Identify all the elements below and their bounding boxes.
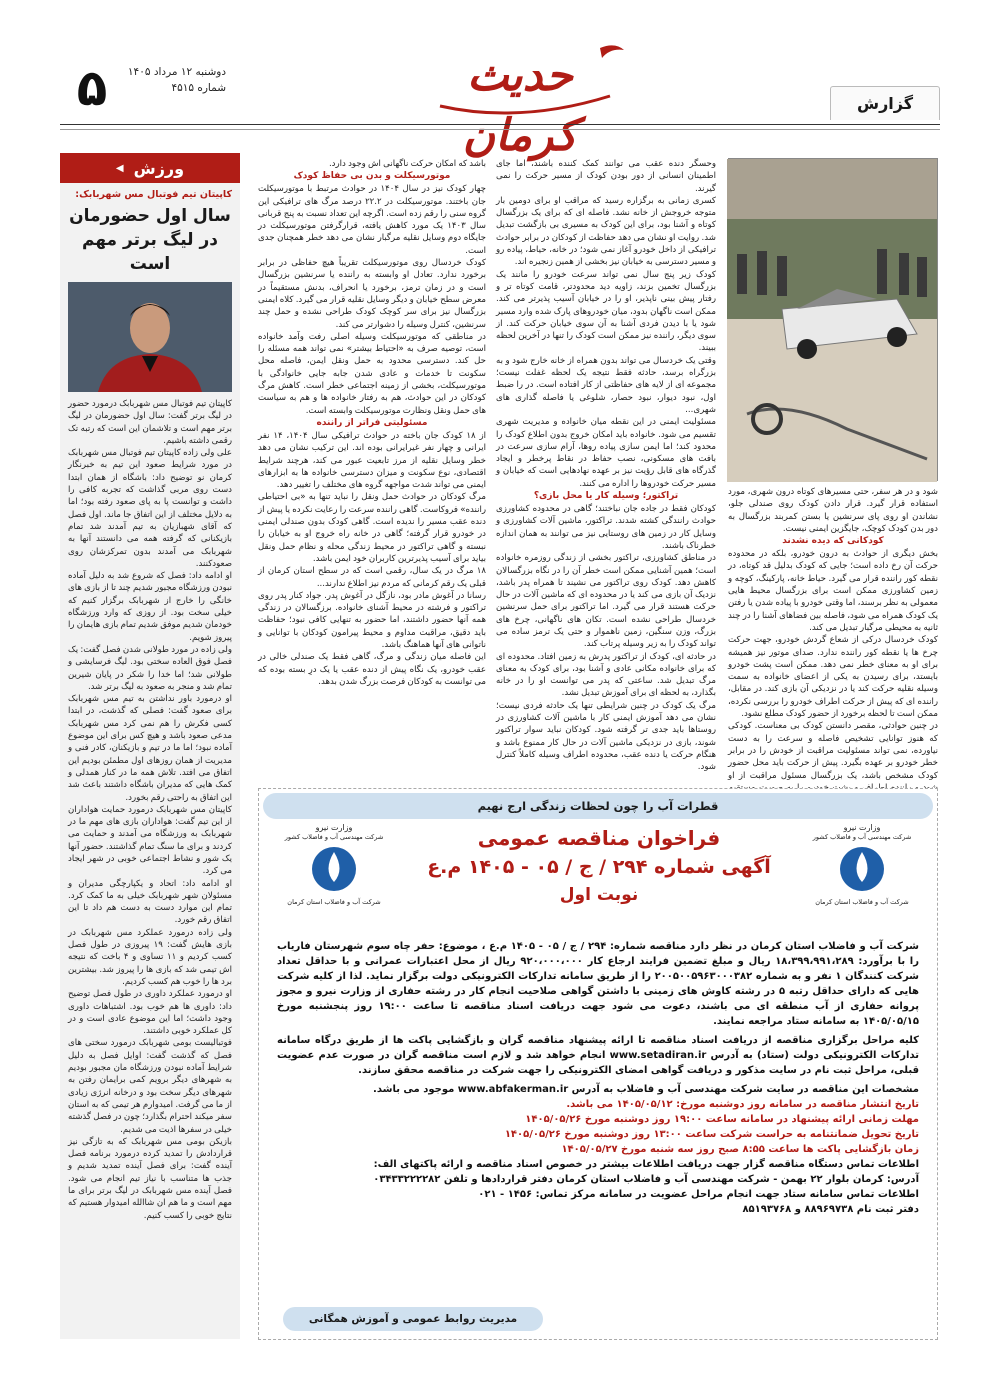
- col2-paragraph: مرگ یک کودک در چنین شرایطی تنها یک حادثه فردی نیست؛ نشان می دهد آموزش ایمنی کار با ماشین آلات کشاورزی در روستاها باید جدی تر گرفته شود. کودکان نباید سوار تراکتور شوند، بازی در نزدیکی ماشین آلات در حال کار ممنوع باشد و هنگام حرکت یا دنده عقب، محدوده اطراف وسیله کاملاً کنترل شود.: [496, 700, 716, 773]
- issue-info: [116, 64, 226, 96]
- sports-body: [68, 398, 233, 1221]
- col2-paragraph: مسئولیت ایمنی در این نقطه میان خانواده و مدیریت شهری تقسیم می شود. خانواده باید امکان خروج بدون اطلاع کودک را محدود کند؛ اما ایمن سازی پیاده روها، آرام سازی سرعت در بافت های مسکونی، نصب حفاظ در نقاط پرخطر و ایجاد گذرگاه های قابل رؤیت نیز بر عهده نهادهایی است که خیابان و مسیر حرکت خودروها را اداره می کنند.: [496, 417, 716, 489]
- col1-paragraph: کودک خردسال درکی از شعاع گردش خودرو، جهت حرکت چرخ ها یا نقطه کور راننده ندارد. صدای موتور نیز همیشه برای او به معنای خطر نمی دهد. ممکن است پشت خودرو بایستد، برای رسیدن به یکی از اعضای خانواده به سمت وسیله نقلیه حرکت کند یا در نزدیکی آن بازی کند. در مقابل، راننده ای که پیش از حرکت اطراف خودرو را بررسی نکرده، ممکن است تا لحظه برخورد از حضور کودک مطلع نشود.: [728, 635, 938, 720]
- column-1: [728, 486, 938, 786]
- sports-paragraph: فوتبالیست بومی شهربابک درمورد سختی های فصل که گذشت گفت: اوایل فصل به دلیل شرایط آماده نبودن ورزشگاه مان مجبور بودیم به شهرهای دیگر برویم کمی برایمان رفتن به شهرهای دیگر سخت بود و درخانه انرژی زیادی از ما می گرفت. امیدوارم هر تیمی که به استان سفر میکند احترام بگذارد؛ چون در فصل گذشته خیلی در سفرها اذیت می شدیم.: [68, 1038, 232, 1135]
- water-drop-icon: [309, 844, 359, 894]
- ad-slogan: قطرات آب را چون لحظات زندگی ارج نهیم: [263, 793, 933, 819]
- ad-footer: مدیریت روابط عمومی و آموزش همگانی: [283, 1307, 543, 1331]
- col1-paragraph: شود و در هر سفر، حتی مسیرهای کوتاه درون شهری، مورد استفاده قرار گیرد. قرار دادن کودک روی صندلی جلو، نشاندن او روی پای سرنشین یا بستن کمربند بزرگسال به دور بدن کودک کوچک، جایگزین ایمنی نیست.: [728, 487, 938, 534]
- logo-ministry: وزارت نیرو: [315, 823, 353, 832]
- column-3: [258, 158, 486, 783]
- ad-contact-line: آدرس: کرمان بلوار ۲۲ بهمن - شرکت مهندسی آب و فاضلاب استان کرمان دفتر قراردادها و تلفن ۰۳۴۳۳۲۲۲۲۸۲: [373, 1174, 919, 1185]
- col3-subheading: مسئولیتی فراتر از راننده: [316, 417, 428, 428]
- sports-paragraph: او درمورد عملکرد داوری در طول فصل توضیح داد: داوری ها هم خوب بود. اشتباهات داوری وجود داشت؛ اما این موضوع عادی است و در کل عملکرد خوبی داشتند.: [68, 989, 232, 1037]
- col2-paragraph: در حادثه ای، کودک از تراکتور پدرش به زمین افتاد. محدوده ای که برای خانواده مکانی عادی و آشنا بود، برای کودک به معنای مرگ تبدیل شد. ساعتی که پدر می توانست او را در خانه بگذارد، به لحظه ای برای آموزش تبدیل نشد.: [496, 651, 716, 699]
- accident-photo: [728, 158, 938, 481]
- ad-round: نوبت اول: [559, 885, 639, 905]
- ad-date-line: تاریخ تحویل ضمانتنامه به حراست شرکت ساعت ۱۳:۰۰ روز دوشنبه مورخ ۱۴۰۵/۰۵/۲۶: [504, 1129, 919, 1140]
- sports-kicker: کاپیتان تیم فوتبال مس شهربابک:: [75, 189, 232, 200]
- water-logo-left: [279, 823, 389, 913]
- ad-paragraph: مشخصات این مناقصه در سایت شرکت مهندسی آب و فاضلاب به آدرس www.abfakerman.ir موجود می باشد.: [373, 1084, 919, 1095]
- issue-date: دوشنبه ۱۲ مرداد ۱۴۰۵: [127, 66, 226, 78]
- col3-paragraph: باشد که امکان حرکت ناگهانی اش وجود دارد.: [328, 159, 486, 169]
- logo-text: حدیث کرمان: [462, 50, 578, 161]
- column-2: [496, 158, 716, 783]
- ad-paragraph: کلیه مراحل برگزاری مناقصه از دریافت اسناد مناقصه تا ارائه پیشنهاد مناقصه گران و بازگشایی پاکت ها از طریق درگاه سامانه تدارکات الکترونیکی دولت (ستاد) به آدرس www.setadiran.ir انجام خواهد شد و لازم است مناقصه گران در صورت عدم عضویت قبلی، مراحل ثبت نام در سایت مذکور و دریافت گواهی امضای الکترونیکی را جهت شرکت در مناقصه محقق سازند.: [277, 1035, 919, 1076]
- newspaper-logo: [410, 36, 630, 161]
- col2-paragraph: کسری زمانی به برگزاره رسید که مراقب او برای دومین بار متوجه خروجش از خانه نشد. فاصله ای که برای یک بزرگسال کوتاه و آشنا بود، برای این کودک به مسیری بی بازگشت تبدیل شد. روایت او نشان می دهد حفاظت از کودکان در برابر حوادث ترافیکی از داخل خودرو آغاز نمی شود؛ در خانه، حیاط، پیاده رو و مسیر دسترسی به خیابان نیز بخشی از همین زنجیره اند.: [496, 195, 716, 268]
- col3-paragraph: این فاصله میان زندگی و مرگ، گاهی فقط یک صندلی خالی در عقب خودرو، یک نگاه پیش از دنده عقب یا یک درِ بسته بوده که می توانست به کودکان فرصت بزرگ شدن بدهد.: [258, 652, 486, 687]
- header-rule: [60, 124, 940, 125]
- section-tab: گزارش: [830, 86, 940, 120]
- sports-paragraph: بازیکن بومی مس شهربابک که به تازگی نیز قراردادش را تمدید کرده درمورد برنامه فصل آینده گفت: برای فصل آینده تمدید شدیم و جذب ها متناسب با نیاز تیم انجام می شود. فصل آینده مس شهربابک در لیگ برتر برای ما مهم است و ما هم ان شاالله امیدوار هستیم که نتایج خوبی را کسب کنیم.: [68, 1136, 232, 1221]
- col3-paragraph: ۱۸ مرگ در یک سال، رقمی است که در سطح استان کرمان از قبلی یک رقم کرمانی که مردم نیز اطلاع ندارند...: [258, 566, 486, 589]
- ad-title: فراخوان مناقصه عمومی: [477, 826, 721, 850]
- sports-paragraph: کاپیتان مس شهربابک درمورد حمایت هواداران از این تیم گفت: هواداران بازی های مهم ما در شهربابک به ورزشگاه می آمدند و حمایت می کردند و برای ما سنگ تمام گذاشتند. حضور آنها یک شور و نشاط اجتماعی خوبی در شهر ایجاد می کرد.: [68, 804, 232, 877]
- sports-paragraph: علی ولی زاده کاپیتان تیم فوتبال مس شهربابک در مورد شرایط صعود این تیم به خبرنگار کرمان نو توضیح داد: باشگاه از همان ابتدا دست روی مربی گذاشت که تجربه کافی را داشت و توانست پا به پای صعود رفته بود؛ اما به دلایل مختلف از این اتفاق جا ماند. اول فصل که آقای شهبازیان به تیم آمدند شد تمام بازیکنانی که گرفته همه می دانستند آنها به شهربابک می آمدند بدون تمرکزشان روی صعودکنند.: [68, 448, 232, 569]
- col2-paragraph: کودک زیر پنج سال نمی تواند سرعت خودرو را مانند یک بزرگسال تخمین بزند، زاویه دید محدودتر، قامت کوتاه تر و رفتار پیش بینی ناپذیر، او را در خیابان آسیب پذیرتر می کند. ممکن است ناگهان بدود، میان خودروهای پارک شده وارد مسیر شود یا با دیدن فردی آشنا به آن سوی خیابان حرکت کند. از سوی دیگر، راننده نیز ممکن است کودک را تنها در آخرین لحظه ببیند.: [496, 269, 716, 354]
- col3-paragraph: کودک خردسال روی موتورسیکلت تقریباً هیچ حفاظی در برابر برخورد ندارد. تعادل او وابسته به راننده یا سرنشین بزرگسال است و در زمان ترمز، برخورد یا انحراف، بدنش مستقیماً در معرض سطح خیابان و دیگر وسایل نقلیه قرار می گیرد. کلاه ایمنی بزرگسال نیز برای سر کوچک کودک طراحی نشده و حمل چند سرنشین، کنترل وسیله را دشوارتر می کند.: [258, 258, 486, 330]
- ad-contact-line: اطلاعات تماس دستگاه مناقصه گزار جهت دریافت اطلاعات بیشتر در خصوص اسناد مناقصه و ارائه پاکتهای الف:: [373, 1159, 919, 1170]
- col2-paragraph: وحسگر دنده عقب می توانند کمک کننده باشند، اما جای اطمینان انسانی از دور بودن کودک از مسیر حرکت را نمی گیرند.: [496, 159, 716, 194]
- col2-paragraph: وقتی یک خردسال می تواند بدون همراه از خانه خارج شود و به بزرگراه برسد، حادثه فقط نتیجه یک لحظه غفلت نیست؛ مجموعه ای از لایه های حفاظتی از کار افتاده است. در را ضبط اول، نبود دیوار، نبود حصار، شلوغی یا فاصله گذاری های شهری...: [496, 355, 716, 415]
- col3-paragraph: در مناطقی که موتورسیکلت وسیله اصلی رفت وآمد خانواده است، توصیه صرف به «احتیاط بیشتر» نمی تواند همه مسئله را حل کند. دسترسی محدود به حمل ونقل ایمن، فاصله محل سکونت تا خدمات و عادی شدن جابه جایی خانوادگی با موتورسیکلت، بخشی از زمینه اجتماعی خطر است. کاهش مرگ کودکان در این حوادث، هم به رفتار خانواده ها و هم به سیاست های حمل ونقل ونظارت موتورسیکلت وابسته است.: [258, 331, 486, 416]
- ad-date-line: تاریخ انتشار مناقصه در سامانه روز دوشنبه مورخ: ۱۴۰۵/۰۵/۱۲ می باشد.: [566, 1099, 919, 1110]
- col1-subheading: کودکانی که دیده نشدند: [782, 536, 884, 547]
- ad-body: [277, 939, 919, 1217]
- col1-paragraph: بخش دیگری از حوادث به درون خودرو، بلکه در محدوده حرکت آن رخ داده است؛ جایی که کودک بدلیل قد کوتاه، در نقطه کور راننده قرار می گیرد. حیاط خانه، پارکینگ، کوچه و زمین کشاورزی ممکن است برای بزرگسال محیط هایی معمولی به نظر برسند، اما وقتی خودرو با پیاده شدن یا رفتن یک کودک همراه می شود، فاصله بین فضاهای آشنا را در چند ثانیه به محیطی مرگبار تبدیل می کند.: [728, 549, 938, 633]
- col2-paragraph: در مناطق کشاورزی، تراکتور بخشی از زندگی روزمره خانواده است؛ همین آشنایی ممکن است خطر آن را در نگاه بزرگسالان کاهش دهد. کودک روی تراکتور می نشیند تا همراه پدر باشد، نزدیک آن بازی می کند یا در محدوده ای که ماشین آلات در حال حرکت هستند قرار می گیرد. اما تراکتور برای حمل سرنشین خردسال طراحی نشده است. تکان های ناگهانی، چرخ های بزرگ، وزن سنگین، زمین ناهموار و حتی یک ترمز ساده می تواند کودک را به زیر وسیله پرتاب کند.: [496, 553, 716, 650]
- col3-paragraph: چهار کودک نیز در سال ۱۴۰۴ در حوادث مرتبط با موتورسیکلت جان باختند. موتورسیکلت در ۲۲.۲ درصد مرگ های ترافیکی این گروه سنی را رقم زده است. اگرچه این تعداد نسبت به پنج قربانی سال ۱۴۰۳ یک مورد کاهش یافته، قرارگرفتن موتورسیکلت در جایگاه دوم وسایل نقلیه مرگبار نشان می دهد خطر همچنان جدی است.: [258, 184, 487, 256]
- col3-paragraph: از ۱۸ کودک جان باخته در حوادث ترافیکی سال ۱۴۰۴، ۱۴ نفر ایرانی و چهار نفر غیرایرانی بوده اند. این ترکیب نشان می دهد خطر وسایل نقلیه از مرز تابعیت عبور می کند، هرچند شرایط اقتصادی، نوع سکونت و میزان دسترسی خانواده ها به ابزارهای ایمنی می تواند شدت مواجهه گروه های مختلف را تغییر دهد.: [258, 430, 486, 491]
- player-photo: [68, 282, 232, 392]
- ad-title-block: [409, 823, 789, 909]
- col3-paragraph: مرگ کودکان در حوادث حمل ونقل را نباید تنها به «بی احتیاطی راننده» فروکاست. گاهی راننده سرعت را رعایت نکرده یا پیش از دنده عقب مسیر را ندیده است. گاهی کودک بدون صندلی ایمنی در خودرو قرار گرفته؛ گاهی در خانه راه خروج او به خیابان را نبسته و گاهی تراکتور در محیط زندگی محله و نظام حمل ونقل بیاید برای آسیب پذیرترین کاربران خود ایمن باشد.: [258, 492, 486, 564]
- issue-number: شماره ۴۵۱۵: [171, 82, 226, 94]
- col1-paragraph: در چنین حوادثی، مقصر دانستن کودک بی معناست. کودکی که هنوز توانایی تشخیص فاصله و سرعت را به دست نیاورده، نمی تواند مسئولیت مراقبت از خودش را در برابر خطر خودرو بر عهده بگیرد. پیش از حرکت باید محل حضور کودک مشخص باشد، یک بزرگسال مسئول مراقبت از او: [728, 721, 938, 781]
- sports-paragraph: کاپیتان تیم فوتبال مس شهربابک درمورد حضور در لیگ برتر گفت: سال اول حضورمان در لیگ برتر مهم است و تلاشمان این است که رتبه تک رقمی داشته باشیم.: [68, 399, 232, 446]
- ad-date-line: مهلت زمانی ارائه پیشنهاد در سامانه ساعت ۱۹:۰۰ روز دوشنبه مورخ ۱۴۰۵/۰۵/۲۶: [525, 1114, 919, 1125]
- sports-paragraph: ولی زاده درمورد عملکرد مس شهربابک در بازی هایش گفت: ۱۹ پیروزی در طول فصل کسب کردیم و ۱۱ تساوی و ۴ باخت که نتیجه اش تیمی شد که بازی ها را پیروز شد. بیشترین برد ها را خوب هم کسب کردیم.: [68, 927, 233, 987]
- header-rule-thin: [60, 129, 940, 130]
- col2-paragraph: کودکان فقط در جاده جان نباختند؛ گاهی در محدوده کشاورزی حوادث رانندگی کشته شدند. تراکتور، ماشین آلات کشاورزی و وسایل کار در زمین های روستایی نیز می توانند به همان اندازه خطرناک باشند.: [496, 504, 716, 551]
- page-number: ۵: [76, 59, 108, 117]
- col3-subheading: موتورسیکلت و بدن بی حفاظ کودک: [293, 171, 451, 182]
- ad-date-line: زمان بازگشایی پاکت ها ساعت ۸:۵۵ صبح روز سه شنبه مورخ ۱۴۰۵/۰۵/۲۷: [561, 1144, 919, 1155]
- masthead: [0, 0, 1000, 161]
- sports-paragraph: او درمورد باور نداشتن به تیم مس شهربابک برای صعود گفت: فصلی که گذشت، در ابتدا کسی فکرش را هم نمی کرد مس شهربابک مدعی صعود باشد و هیچ کس برای این موضوع آماده نبود؛ اما ما در تیم و بازیکنان، کادر فنی و مدیریت از همان روزهای اول مطمئن بودیم این اتفاق می افتد. تلاش همه ما در کنار همدلی و کمک هایی که مدیران باشگاه داشتند باعث شد این اتفاق به راحتی رقم بخورد.: [68, 694, 232, 803]
- section-arrow-icon: ◀: [115, 162, 124, 174]
- water-logo-right: [807, 823, 917, 913]
- ad-paragraph: شرکت آب و فاضلاب استان کرمان در نظر دارد مناقصه شماره: ۲۹۴ / ج / ۰۵ - ۱۴۰۵ م.ع ، موضوع: حفر چاه سوم شهرستان فاریاب را با برآورد: ۱۸،۳۹۹،۹۹۱،۲۸۹ ریال و مبلغ تضمین فرایند ارجاع کار ۹۲۰،۰۰۰،۰۰۰ ریال از محل اعتبارات عمرانی و با حداقل تعداد شرکت کنندگان ۱ نفر و به شماره ۲۰۰۵۰۰۵۹۶۳۰۰۰۳۸۲ را از طریق سامانه تدارکات الکترونیکی دولت برگزار نماید. لذا از کلیه شرکت هایی که دارای حداقل رتبه ۵ در رشته کاوش های زمینی با داشتن گواهی صلاحیت انجام کار در رشته حفاری از وزارت نیرو و مجوز پروانه حفاری از آب منطقه ای می باشند، دعوت می شود جهت دریافت اسناد مناقصه تا ساعت ۱۹:۰۰ روز پنجشنبه مورخ ۱۴۰۵/۰۵/۱۵ به سامانه ستاد مراجعه نمایند.: [277, 941, 919, 1027]
- sports-headline: سال اول حضورمان در لیگ برتر مهم است: [69, 206, 231, 274]
- logo-ministry: وزارت نیرو: [843, 823, 881, 832]
- ad-contact-line: دفتر ثبت نام ۸۸۹۶۹۷۳۸ و ۸۵۱۹۳۷۶۸: [742, 1204, 919, 1215]
- sports-sidebar: [60, 153, 240, 1339]
- sports-section-label: ورزش: [133, 158, 185, 178]
- sports-paragraph: ولی زاده در مورد طولانی شدن فصل گفت: یک فصل فوق العاده سختی بود. لیگ فرسایشی و طولانی شد؛ اما خدا را شکر در پایان شیرین تمام شد و منجر به صعود به لیگ برتر شد.: [68, 644, 232, 692]
- water-drop-icon: [837, 844, 887, 894]
- logo-province: شرکت آب و فاضلاب استان کرمان: [287, 898, 381, 906]
- sports-paragraph: او ادامه داد: اتحاد و یکپارچگی مدیران و مسئولان شهر شهربابک خیلی به ما کمک کرد. تمام این موارد دست به دست هم داد تا این اتفاق رقم خورد.: [68, 878, 232, 926]
- sports-paragraph: او ادامه داد: فصل که شروع شد به دلیل آماده نبودن ورزشگاه مجبور شدیم چند تا از بازی های خانگی را خارج از شهربابک برگزار کنیم که خیلی سخت بود. از روزی که وارد ورزشگاه خودمان شدیم موفق شدیم تمام بازی هایمان را پیروز شویم.: [68, 571, 232, 643]
- logo-province: شرکت آب و فاضلاب استان کرمان: [815, 898, 909, 906]
- logo-company: شرکت مهندسی آب و فاضلاب کشور: [812, 833, 912, 841]
- ad-contact-line: اطلاعات تماس سامانه ستاد جهت انجام مراحل عضویت در سامانه مرکز تماس: ۱۴۵۶ - ۰۲۱: [478, 1189, 919, 1200]
- col3-paragraph: رسانا در آغوش مادر بود، نازگل در آغوش پدر. جواد کنار پدر روی تراکتور و فرشته در محیط آشنای خانواده. برزگسالان در زندگی همه آنها حضور داشتند، اما حضور به تنهایی کافی نبود؛ حفاظت باید دقیق، مراقبت مداوم و محیط پیرامون کودکان با توانایی و ناتوانی های آنها هماهنگ باشد.: [258, 590, 486, 650]
- accident-scene-icon: [727, 159, 937, 482]
- ad-notice-number: آگهی شماره ۲۹۴ / ج / ۰۵ - ۱۴۰۵ م.ع: [427, 856, 771, 878]
- logo-company: شرکت مهندسی آب و فاضلاب کشور: [284, 833, 384, 841]
- sports-article: [60, 183, 240, 1221]
- tender-advertisement: [258, 788, 938, 1340]
- player-portrait-icon: [68, 282, 232, 392]
- col2-subheading: تراکتور؛ وسیله کار یا محل بازی؟: [533, 491, 679, 502]
- sports-section-header: [60, 153, 240, 183]
